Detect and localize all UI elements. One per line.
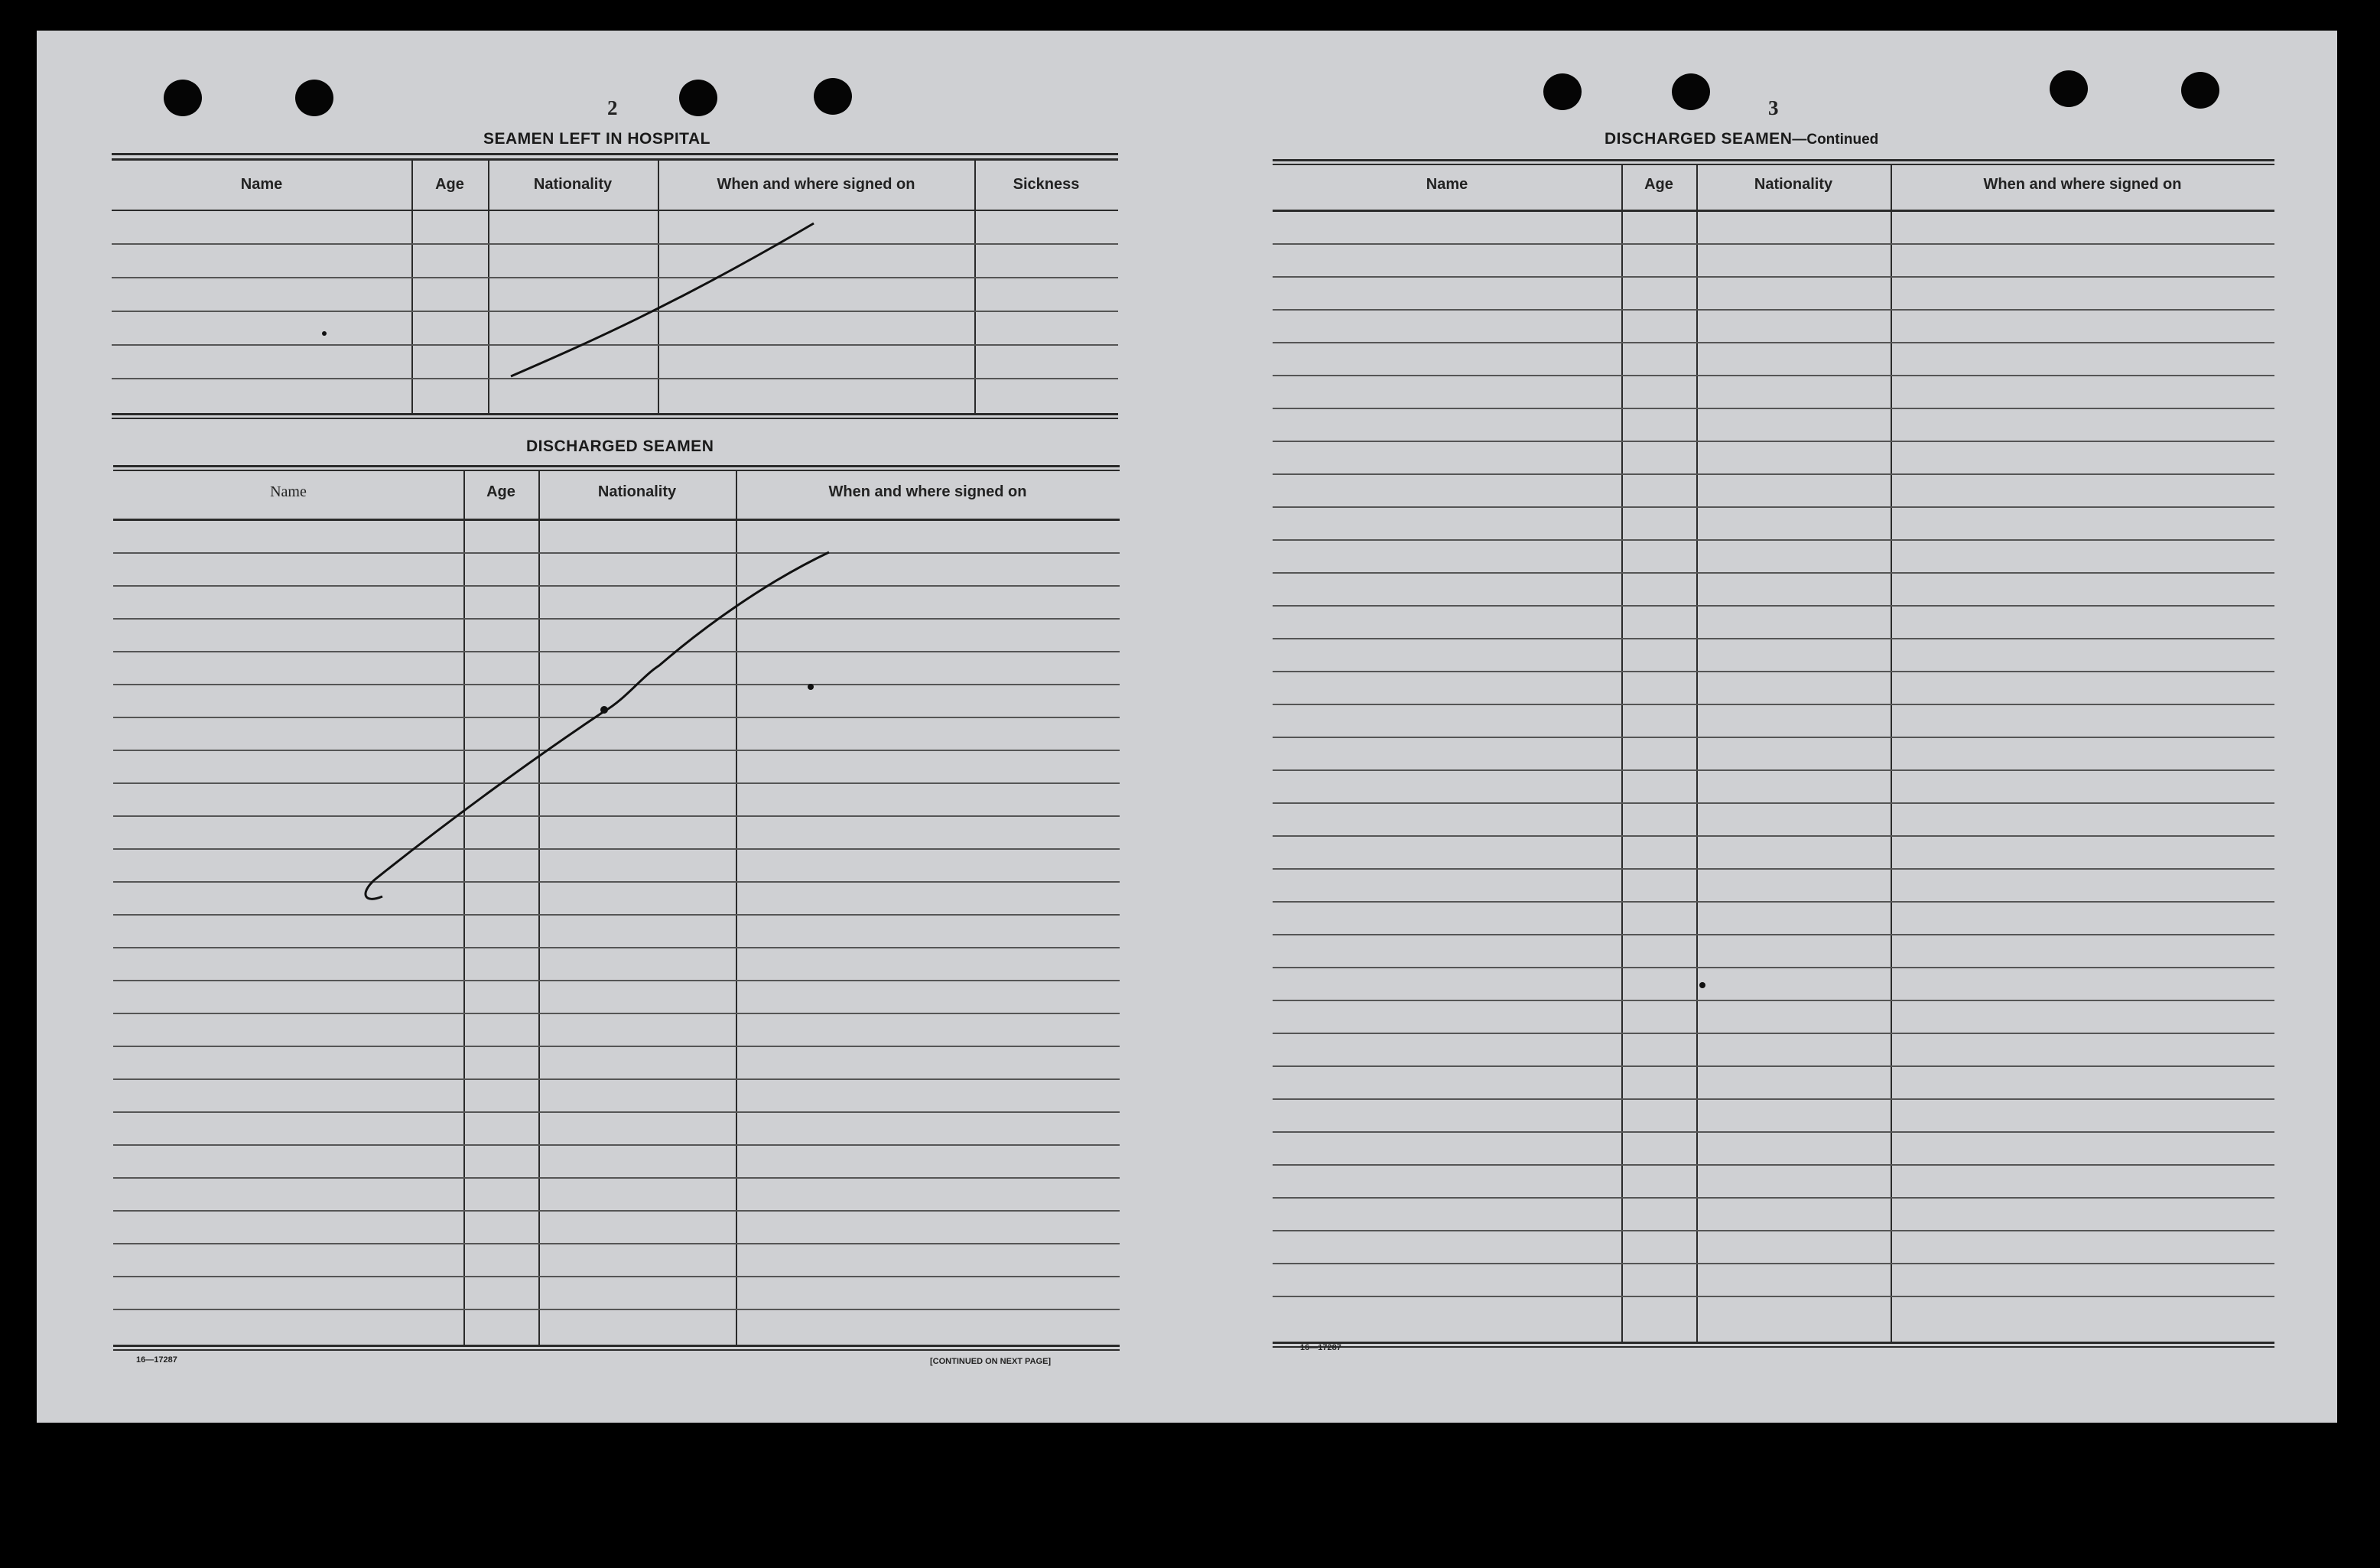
column-header: When and where signed on: [828, 483, 1027, 500]
column-header: Sickness: [1013, 176, 1080, 193]
form-number-left: 16—17287: [136, 1355, 177, 1365]
form-number-right: 16—17287: [1300, 1343, 1341, 1352]
column-header: When and where signed on: [717, 176, 915, 193]
column-header: Nationality: [597, 483, 677, 500]
discharged-table-title: DISCHARGED SEAMEN: [526, 438, 714, 455]
discharged-cancel-stroke: [366, 552, 829, 899]
column-header: Nationality: [1754, 176, 1833, 193]
column-header: Age: [1644, 176, 1673, 193]
ink-dot: [1699, 982, 1705, 988]
column-header: Age: [486, 483, 515, 500]
column-header: Name: [240, 176, 283, 193]
column-header: Name: [1426, 176, 1468, 193]
title-suffix: —Continued: [1792, 132, 1879, 148]
ink-dot: [322, 331, 327, 336]
ink-dot: [600, 706, 608, 714]
ink-dot: [808, 684, 814, 690]
page-number-left: 2: [607, 96, 618, 119]
title-main: DISCHARGED SEAMEN: [1605, 130, 1793, 148]
continued-note: [CONTINUED ON NEXT PAGE]: [930, 1357, 1052, 1366]
hospital-table-title: SEAMEN LEFT IN HOSPITAL: [483, 130, 710, 148]
column-header: Nationality: [533, 176, 613, 193]
column-header: Name: [270, 483, 307, 500]
column-header: Age: [435, 176, 464, 193]
column-header: When and where signed on: [1983, 176, 2182, 193]
hospital-cancel-stroke: [511, 223, 814, 376]
page-number-right: 3: [1768, 96, 1779, 119]
